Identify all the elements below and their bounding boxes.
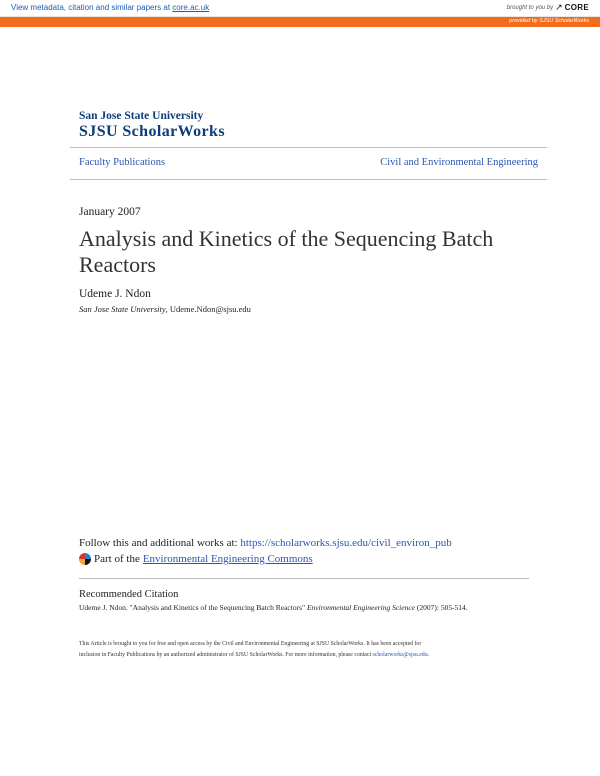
- contact-email-link[interactable]: scholarworks@sjsu.edu: [372, 652, 428, 658]
- citation-suffix: (2007): 505-514.: [414, 603, 468, 612]
- brought-to-you-text: brought to you by: [506, 4, 554, 11]
- part-of-line: [79, 553, 313, 565]
- faculty-publications-link[interactable]: Faculty Publications: [79, 157, 166, 168]
- core-logo-icon: ↗: [555, 2, 563, 12]
- article-title: Analysis and Kinetics of the Sequencing Batch Reactors: [79, 226, 494, 277]
- repository-name[interactable]: SJSU ScholarWorks: [79, 123, 225, 140]
- affiliation-institution: San Jose State University: [79, 304, 166, 314]
- core-link[interactable]: core.ac.uk: [172, 3, 210, 12]
- follow-line: [79, 537, 452, 549]
- follow-text: Follow this and additional works at:: [79, 537, 241, 549]
- part-of-text: Part of the: [94, 553, 140, 565]
- access-notice-line2: inclusion in Faculty Publications by an authorized administrator of SJSU ScholarWorks. For more information, please contact: [79, 652, 373, 658]
- nav-divider: [70, 179, 547, 180]
- top-divider: [70, 147, 547, 148]
- provided-by-text: provided by SJSU ScholarWorks: [509, 18, 589, 24]
- core-branding: [507, 2, 589, 13]
- publication-date: January 2007: [79, 206, 141, 218]
- collection-url-link[interactable]: https://scholarworks.sjsu.edu/civil_environ_pub: [240, 537, 452, 549]
- citation-journal: Environmental Engineering Science: [306, 603, 415, 612]
- environmental-engineering-commons-link[interactable]: Environmental Engineering Commons: [142, 553, 313, 565]
- core-banner: [0, 0, 600, 17]
- author-email[interactable]: , Udeme.Ndon@sjsu.edu: [165, 304, 251, 314]
- citation-divider: [79, 578, 529, 579]
- citation-prefix: Udeme J. Ndon. "Analysis and Kinetics of the Sequencing Batch Reactors": [79, 603, 307, 612]
- provider-bar: [0, 17, 600, 27]
- author-name: Udeme J. Ndon: [79, 288, 151, 300]
- citation-text: [79, 603, 468, 612]
- institution-header: [79, 110, 225, 141]
- core-logo[interactable]: CORE: [564, 3, 589, 12]
- civil-environmental-engineering-link[interactable]: Civil and Environmental Engineering: [380, 157, 538, 168]
- core-metadata-notice: [11, 3, 209, 12]
- core-metadata-text: View metadata, citation and similar papers at: [11, 3, 173, 12]
- access-notice: [79, 639, 524, 661]
- network-icon: [79, 553, 91, 565]
- university-name[interactable]: San Jose State University: [79, 110, 204, 122]
- citation-heading: Recommended Citation: [79, 589, 179, 600]
- access-notice-line1: This Article is brought to you for free and open access by the Civil and Environmental Engineering at SJSU ScholarWorks. It has been accepted for: [79, 641, 422, 647]
- access-notice-end: .: [427, 652, 430, 658]
- author-affiliation: [79, 304, 251, 314]
